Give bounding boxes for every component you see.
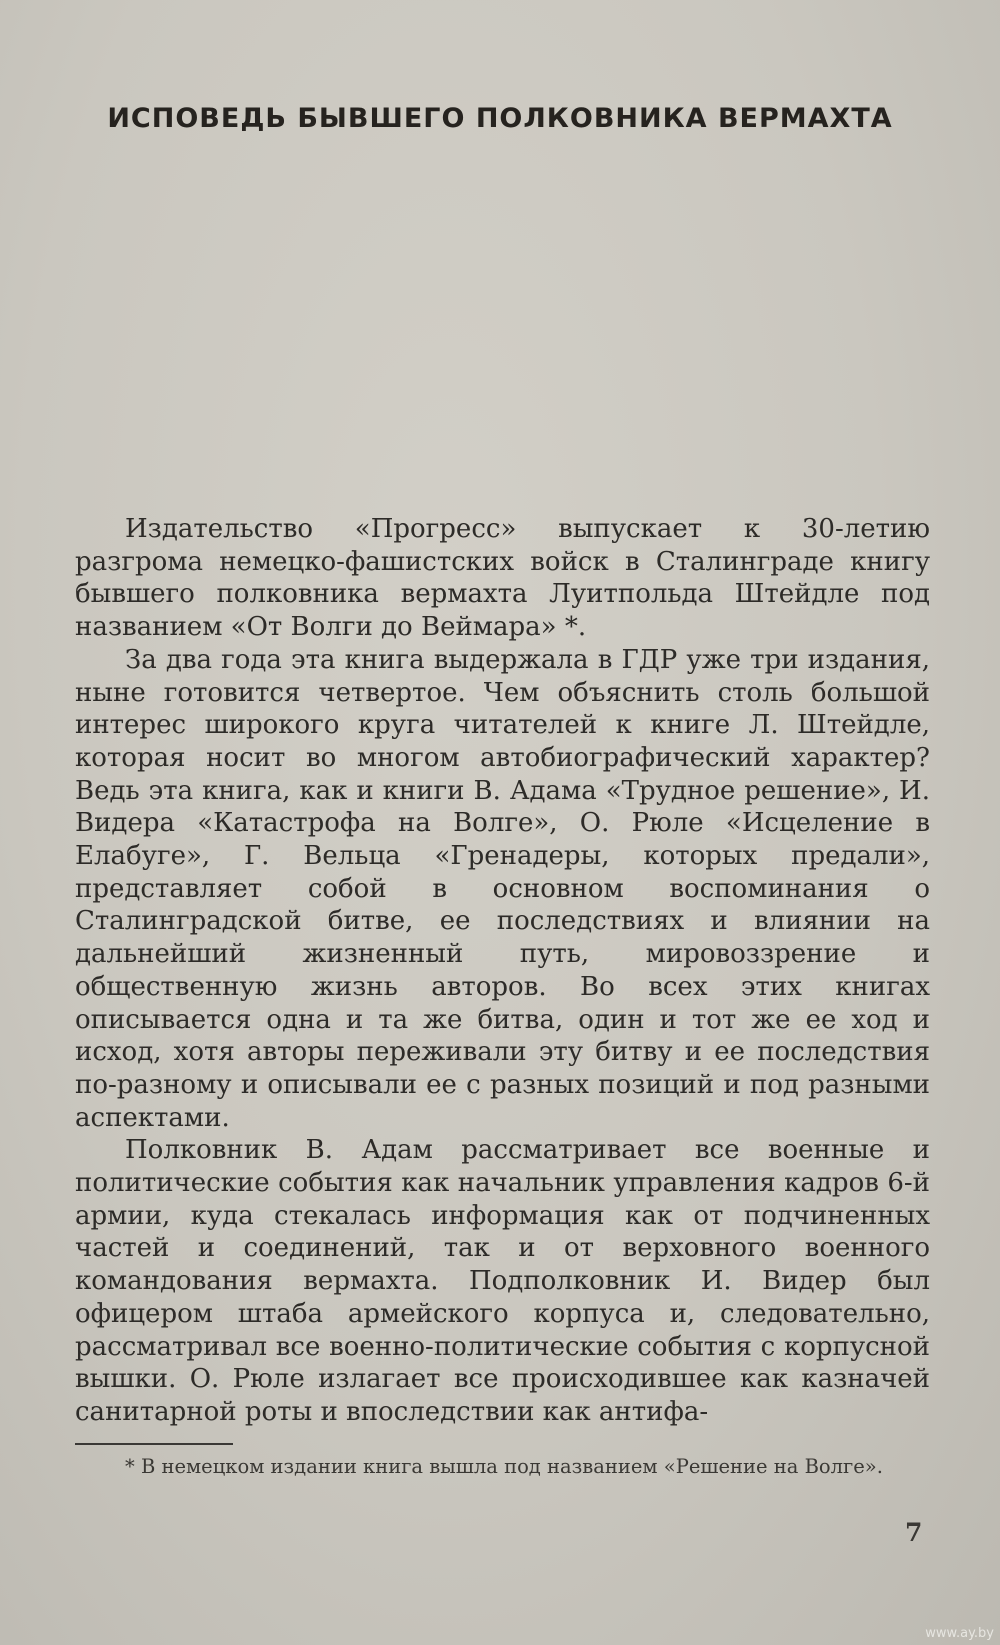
footnote-divider	[75, 1443, 233, 1445]
body-text	[75, 513, 930, 1429]
footnote: * В немецком издании книга вышла под названием «Решение на Волге».	[125, 1455, 883, 1478]
paragraph-2: За два года эта книга выдержала в ГДР уже три издания, ныне готовится четвертое. Чем объяснить столь большой интерес широкого круга читателей к книге Л. Штейдле, которая носит во многом автобиографический характер? Ведь эта книга, как и книги В. Адама «Трудное решение», И. Видера «Катастрофа на Волге», О. Рюле «Исцеление в Елабуге», Г. Вельца «Гренадеры, которых предали», представляет собой в основном воспоминания о Сталинградской битве, ее последствиях и влиянии на дальнейший жизненный путь, мировоззрение и общественную жизнь авторов. Во всех этих книгах описывается одна и та же битва, один и тот же ее ход и исход, хотя авторы переживали эту битву и ее последствия по-разному и описывали ее с разных позиций и под разными аспектами.	[75, 644, 930, 1133]
chapter-title: ИСПОВЕДЬ БЫВШЕГО ПОЛКОВНИКА ВЕРМАХТА	[107, 103, 893, 134]
paragraph-1: Издательство «Прогресс» выпускает к 30-летию разгрома немецко-фашистских войск в Сталинграде книгу бывшего полковника вермахта Луитпольда Штейдле под названием «От Волги до Веймара» *.	[75, 514, 930, 643]
paragraph-3: Полковник В. Адам рассматривает все военные и политические события как начальник управления кадров 6-й армии, куда стекалась информация как от подчиненных частей и соединений, так и от верховного военного командования вермахта. Подполковник И. Видер был офицером штаба армейского корпуса и, следовательно, рассматривал все военно-политические события с корпусной вышки. О. Рюле излагает все происходившее как казначей санитарной роты и впоследствии как антифа-	[75, 1135, 930, 1427]
page-number: 7	[905, 1518, 923, 1547]
watermark: www.ay.by	[925, 1626, 994, 1641]
